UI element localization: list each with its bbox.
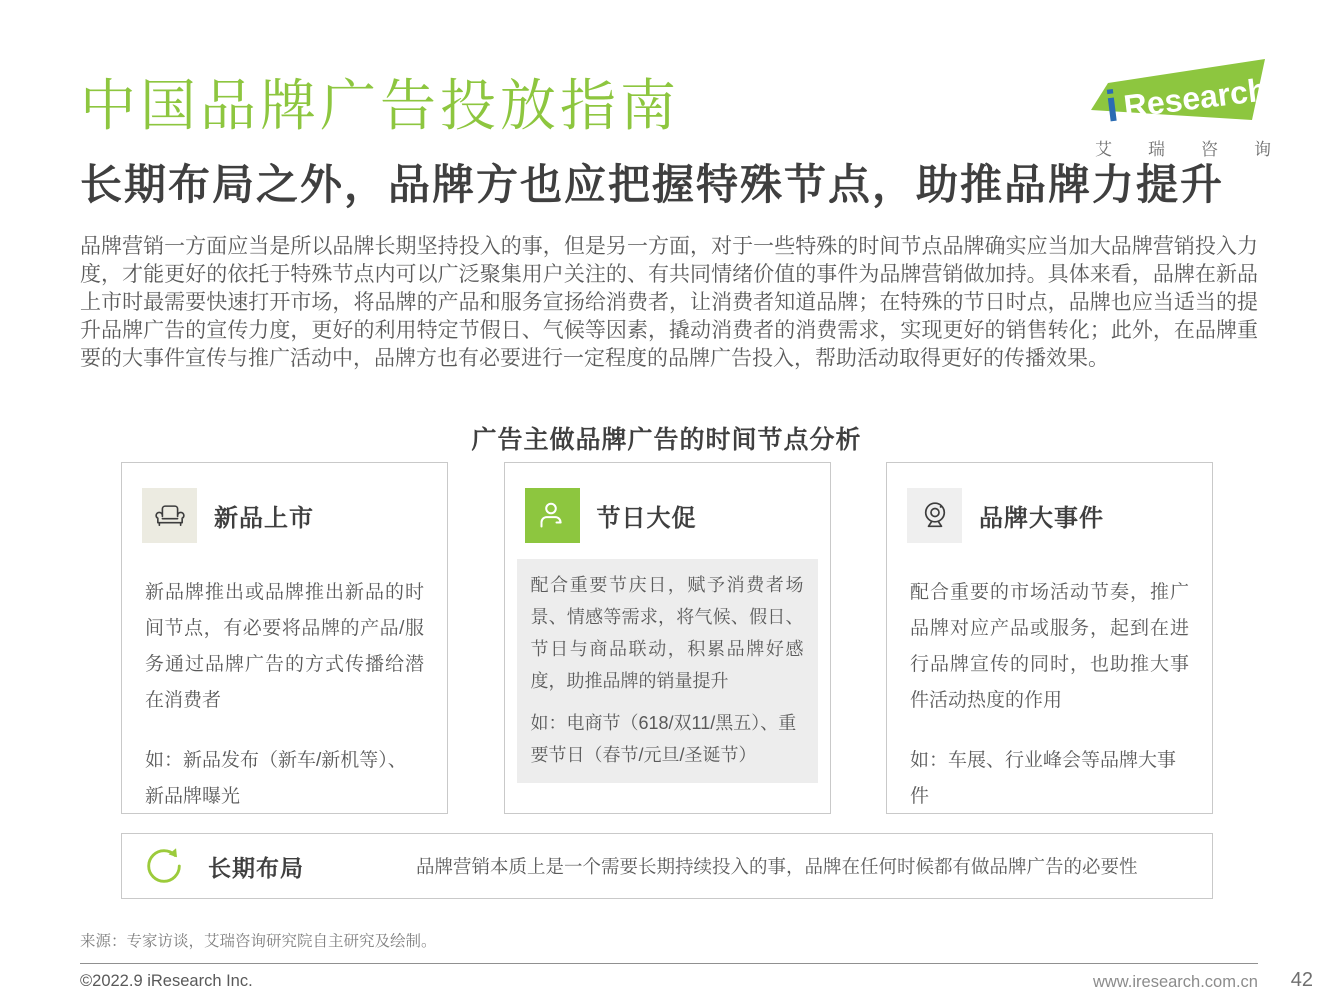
source-note: 来源：专家访谈，艾瑞咨询研究院自主研究及绘制。 — [80, 933, 437, 950]
cycle-arrows-icon — [142, 844, 186, 888]
logo-chinese-name: 艾瑞咨询 — [1095, 140, 1307, 159]
sofa-icon — [142, 488, 197, 543]
iresearch-logo-icon — [1088, 56, 1270, 128]
card-description: 新品牌推出或品牌推出新品的时间节点，有必要将品牌的产品/服务通过品牌广告的方式传播给潜在消费者 — [145, 582, 424, 711]
copyright-text: ©2022.9 iResearch Inc. — [80, 972, 253, 990]
card-brand-big-event — [886, 462, 1213, 814]
card-title: 节日大促 — [596, 505, 697, 532]
card-example: 如：车展、行业峰会等品牌大事件 — [910, 750, 1177, 807]
card-festival-promotion — [504, 462, 831, 814]
card-title: 新品上市 — [214, 505, 314, 532]
card-header — [505, 463, 830, 543]
card-header — [122, 463, 447, 543]
card-title: 品牌大事件 — [979, 505, 1104, 532]
footer-divider — [80, 963, 1258, 964]
person-icon — [525, 488, 580, 543]
iresearch-logo — [1088, 56, 1307, 160]
card-example: 如：新品发布（新车/新机等）、新品牌曝光 — [145, 750, 407, 807]
page-title: 中国品牌广告投放指南 — [80, 74, 680, 137]
website-url: www.iresearch.com.cn — [1092, 973, 1258, 991]
logo-wordmark: Research — [1121, 71, 1270, 125]
webcam-icon — [907, 488, 962, 543]
card-content — [122, 575, 447, 815]
card-new-product-launch — [121, 462, 448, 814]
card-content — [887, 575, 1212, 815]
banner-title: 长期布局 — [208, 854, 304, 881]
intro-paragraph: 品牌营销一方面应当是所以品牌长期坚持投入的事，但是另一方面，对于一些特殊的时间节点品牌确实应当加大品牌营销投入力度，才能更好的依托于特殊节点内可以广泛聚集用户关注的、有共同情绪价值的事件为品牌营销做加持。具体来看，品牌在新品上市时最需要快速打开市场，将品牌的产品和服务宣扬给消费者，让消费者知道品牌；在特殊的节日时点，品牌也应当适当的提升品牌广告的宣传力度，更好的利用特定节假日、气候等因素，撬动消费者的消费需求，实现更好的销售转化；此外，在品牌重要的大事件宣传与推广活动中，品牌方也有必要进行一定程度的品牌广告投入，帮助活动取得更好的传播效果。 — [80, 235, 1258, 370]
page-number: 42 — [1290, 969, 1313, 991]
card-description: 配合重要的市场活动节奏，推广品牌对应产品或服务，起到在进行品牌宣传的同时，也助推大事件活动热度的作用 — [910, 582, 1189, 711]
card-description: 配合重要节庆日，赋予消费者场景、情感等需求，将气候、假日、节日与商品联动，积累品牌好感度，助推品牌的销量提升 — [530, 575, 804, 691]
logo-letter-i: i — [1102, 81, 1121, 128]
banner-description: 品牌营销本质上是一个需要长期持续投入的事，品牌在任何时候都有做品牌广告的必要性 — [416, 856, 1138, 877]
card-example: 如：电商节（618/双11/黑五）、重要节日（春节/元旦/圣诞节） — [530, 713, 797, 765]
long-term-layout-banner — [121, 833, 1213, 899]
card-header — [887, 463, 1212, 543]
figure-title: 广告主做品牌广告的时间节点分析 — [471, 426, 862, 454]
page-subtitle: 长期布局之外，品牌方也应把握特殊节点，助推品牌力提升 — [80, 161, 1225, 208]
timing-cards-row — [121, 462, 1213, 814]
card-highlight-panel — [517, 559, 818, 783]
